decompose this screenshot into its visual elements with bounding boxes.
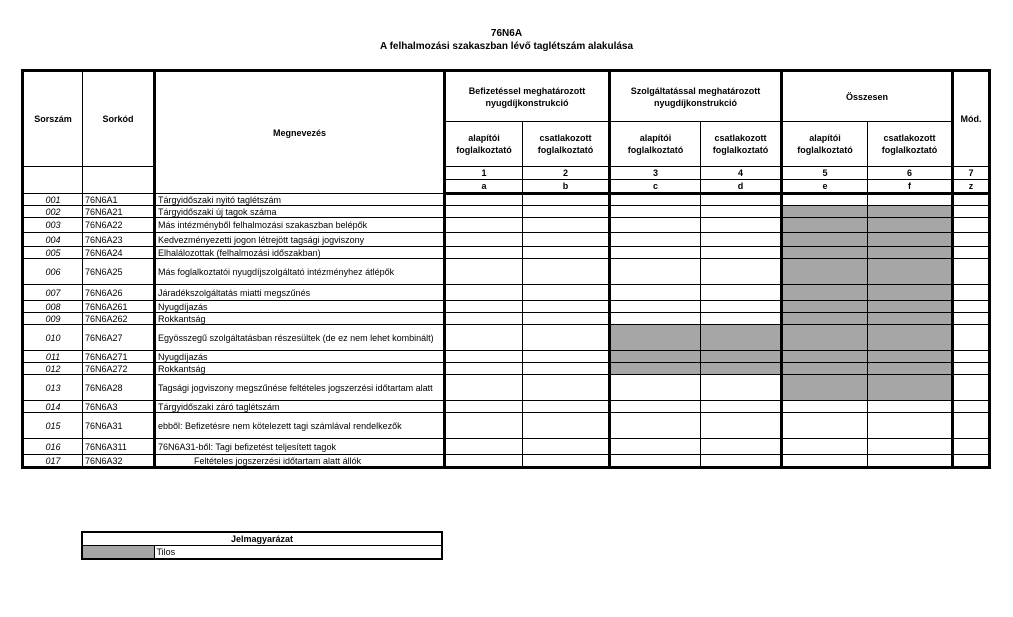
header-group-szolgaltatas: Szolgáltatással meghatározott nyugdíjkonstrukció: [610, 71, 782, 122]
row-number: 015: [23, 413, 83, 439]
row-name: Tagsági jogviszony megszűnése feltételes jogszerzési időtartam alatt: [155, 375, 445, 401]
data-cell: [610, 194, 701, 206]
col-number: 6: [868, 167, 953, 180]
header-col-d: csatlakozott foglalkoztató: [701, 122, 782, 167]
table-row: [23, 413, 990, 439]
row-name: ebből: Befizetésre nem kötelezett tagi számlával rendelkezők: [155, 413, 445, 439]
data-cell: [610, 313, 701, 325]
data-cell: [701, 233, 782, 247]
data-cell: [701, 285, 782, 301]
data-cell: [701, 218, 782, 233]
data-cell: [953, 301, 990, 313]
data-cell: [782, 401, 868, 413]
row-number: 001: [23, 194, 83, 206]
row-code: 76N6A311: [83, 439, 155, 455]
data-cell: [445, 363, 523, 375]
table-row: [23, 301, 990, 313]
table-row: [23, 455, 990, 468]
data-cell: [445, 413, 523, 439]
data-cell: [523, 375, 610, 401]
row-name: Rokkantság: [155, 363, 445, 375]
row-code: 76N6A22: [83, 218, 155, 233]
row-number: 010: [23, 325, 83, 351]
col-letter: a: [445, 180, 523, 194]
row-code: 76N6A31: [83, 413, 155, 439]
col-number: 4: [701, 167, 782, 180]
data-cell: [868, 363, 953, 375]
data-cell: [701, 375, 782, 401]
data-cell: [610, 375, 701, 401]
header-mod: Mód.: [953, 71, 990, 167]
row-name: Egyösszegű szolgáltatásban részesültek (de ez nem lehet kombinált): [155, 325, 445, 351]
data-cell: [868, 301, 953, 313]
data-cell: [953, 247, 990, 259]
data-cell: [953, 351, 990, 363]
data-cell: [445, 194, 523, 206]
legend-swatch: [82, 546, 154, 560]
data-cell: [610, 351, 701, 363]
row-number: 014: [23, 401, 83, 413]
data-cell: [445, 313, 523, 325]
row-number: 011: [23, 351, 83, 363]
table-row: [23, 247, 990, 259]
data-cell: [782, 233, 868, 247]
data-cell: [610, 401, 701, 413]
table-row: [23, 401, 990, 413]
row-code: 76N6A262: [83, 313, 155, 325]
header-col-a: alapítói foglalkoztató: [445, 122, 523, 167]
data-cell: [782, 363, 868, 375]
col-number: 7: [953, 167, 990, 180]
data-cell: [782, 375, 868, 401]
row-name: 76N6A31-ből: Tagi befizetést teljesített tagok: [155, 439, 445, 455]
col-letter: e: [782, 180, 868, 194]
data-cell: [701, 363, 782, 375]
data-cell: [610, 363, 701, 375]
row-code: 76N6A28: [83, 375, 155, 401]
table-row: [23, 313, 990, 325]
data-cell: [523, 285, 610, 301]
row-number: 004: [23, 233, 83, 247]
data-cell: [445, 285, 523, 301]
header-sorszam: Sorszám: [23, 71, 83, 167]
data-cell: [953, 401, 990, 413]
table-row: [23, 363, 990, 375]
data-cell: [701, 351, 782, 363]
data-cell: [868, 351, 953, 363]
col-number: 3: [610, 167, 701, 180]
table-row: [23, 259, 990, 285]
data-cell: [782, 325, 868, 351]
data-cell: [868, 218, 953, 233]
data-cell: [701, 325, 782, 351]
row-name: Tárgyidőszaki nyitó taglétszám: [155, 194, 445, 206]
data-cell: [782, 313, 868, 325]
row-number: 016: [23, 439, 83, 455]
data-cell: [523, 194, 610, 206]
data-cell: [445, 375, 523, 401]
data-cell: [445, 206, 523, 218]
data-cell: [701, 206, 782, 218]
row-code: 76N6A26: [83, 285, 155, 301]
data-cell: [868, 325, 953, 351]
data-cell: [523, 206, 610, 218]
data-cell: [701, 313, 782, 325]
col-letter: b: [523, 180, 610, 194]
data-cell: [445, 233, 523, 247]
data-cell: [445, 325, 523, 351]
data-cell: [445, 439, 523, 455]
data-cell: [868, 285, 953, 301]
data-cell: [868, 375, 953, 401]
data-cell: [701, 455, 782, 468]
data-cell: [782, 247, 868, 259]
data-cell: [953, 206, 990, 218]
data-cell: [445, 301, 523, 313]
data-cell: [445, 351, 523, 363]
data-cell: [523, 233, 610, 247]
legend-title: Jelmagyarázat: [82, 532, 442, 546]
data-cell: [953, 439, 990, 455]
col-letter: d: [701, 180, 782, 194]
data-cell: [701, 401, 782, 413]
data-cell: [610, 301, 701, 313]
row-name: Más intézményből felhalmozási szakaszban belépők: [155, 218, 445, 233]
data-cell: [868, 206, 953, 218]
data-cell: [610, 259, 701, 285]
row-name: Nyugdíjazás: [155, 351, 445, 363]
row-number: 013: [23, 375, 83, 401]
legend: [81, 531, 443, 560]
data-cell: [868, 247, 953, 259]
row-number: 008: [23, 301, 83, 313]
data-cell: [610, 247, 701, 259]
data-cell: [953, 194, 990, 206]
row-name: Kedvezményezetti jogon létrejött tagsági jogviszony: [155, 233, 445, 247]
table-row: [23, 439, 990, 455]
row-name: Más foglalkoztatói nyugdíjszolgáltató intézményhez átlépők: [155, 259, 445, 285]
data-cell: [610, 413, 701, 439]
data-cell: [782, 194, 868, 206]
row-number: 017: [23, 455, 83, 468]
legend-label: Tilos: [154, 546, 442, 560]
header-col-c: alapítói foglalkoztató: [610, 122, 701, 167]
data-cell: [782, 259, 868, 285]
data-cell: [610, 233, 701, 247]
data-cell: [868, 413, 953, 439]
row-code: 76N6A271: [83, 351, 155, 363]
data-cell: [701, 301, 782, 313]
data-cell: [523, 439, 610, 455]
data-cell: [868, 194, 953, 206]
data-cell: [782, 413, 868, 439]
row-name: Elhalálozottak (felhalmozási időszakban): [155, 247, 445, 259]
data-cell: [523, 301, 610, 313]
data-cell: [868, 455, 953, 468]
table-row: [23, 233, 990, 247]
data-cell: [782, 301, 868, 313]
data-cell: [523, 259, 610, 285]
col-letter: c: [610, 180, 701, 194]
data-cell: [523, 413, 610, 439]
data-cell: [701, 247, 782, 259]
row-name: Járadékszolgáltatás miatti megszűnés: [155, 285, 445, 301]
row-name: Tárgyidőszaki záró taglétszám: [155, 401, 445, 413]
row-name: Nyugdíjazás: [155, 301, 445, 313]
row-number: 009: [23, 313, 83, 325]
data-cell: [953, 375, 990, 401]
data-cell: [868, 439, 953, 455]
data-cell: [868, 233, 953, 247]
data-cell: [523, 401, 610, 413]
header-sorkod: Sorkód: [83, 71, 155, 167]
data-cell: [953, 233, 990, 247]
row-code: 76N6A25: [83, 259, 155, 285]
table-row: [23, 375, 990, 401]
data-cell: [868, 313, 953, 325]
header-group-befizetes: Befizetéssel meghatározott nyugdíjkonstrukció: [445, 71, 610, 122]
row-code: 76N6A1: [83, 194, 155, 206]
row-code: 76N6A3: [83, 401, 155, 413]
data-cell: [610, 285, 701, 301]
data-cell: [610, 218, 701, 233]
col-number: 5: [782, 167, 868, 180]
data-cell: [701, 194, 782, 206]
header-blank: [23, 167, 83, 194]
row-name: Feltételes jogszerzési időtartam alatt állók: [155, 455, 445, 468]
header-group-osszesen: Összesen: [782, 71, 953, 122]
data-table: [21, 69, 991, 469]
table-row: [23, 285, 990, 301]
table-row: [23, 206, 990, 218]
data-cell: [953, 413, 990, 439]
data-cell: [523, 351, 610, 363]
data-cell: [868, 259, 953, 285]
col-letter: z: [953, 180, 990, 194]
header-blank: [83, 167, 155, 194]
col-number: 2: [523, 167, 610, 180]
row-number: 007: [23, 285, 83, 301]
row-code: 76N6A23: [83, 233, 155, 247]
data-cell: [523, 247, 610, 259]
data-cell: [782, 439, 868, 455]
data-cell: [953, 363, 990, 375]
row-code: 76N6A27: [83, 325, 155, 351]
row-code: 76N6A24: [83, 247, 155, 259]
header-col-b: csatlakozott foglalkoztató: [523, 122, 610, 167]
row-number: 002: [23, 206, 83, 218]
data-cell: [701, 439, 782, 455]
header-col-f: csatlakozott foglalkoztató: [868, 122, 953, 167]
header-megnevezes: Megnevezés: [155, 71, 445, 194]
data-cell: [782, 285, 868, 301]
data-cell: [523, 313, 610, 325]
data-cell: [953, 313, 990, 325]
table-code-title: 76N6A: [490, 28, 523, 39]
row-name: Tárgyidőszaki új tagok száma: [155, 206, 445, 218]
row-code: 76N6A21: [83, 206, 155, 218]
data-cell: [610, 206, 701, 218]
data-cell: [701, 259, 782, 285]
row-number: 006: [23, 259, 83, 285]
table-row: [23, 218, 990, 233]
data-cell: [523, 363, 610, 375]
table-body: [23, 194, 990, 468]
data-cell: [523, 325, 610, 351]
data-cell: [782, 351, 868, 363]
row-number: 005: [23, 247, 83, 259]
data-cell: [610, 439, 701, 455]
data-cell: [782, 455, 868, 468]
data-cell: [445, 247, 523, 259]
data-cell: [953, 285, 990, 301]
data-cell: [445, 218, 523, 233]
table-row: [23, 194, 990, 206]
row-name: Rokkantság: [155, 313, 445, 325]
table-row: [23, 325, 990, 351]
data-cell: [610, 455, 701, 468]
row-number: 012: [23, 363, 83, 375]
col-number: 1: [445, 167, 523, 180]
data-cell: [445, 401, 523, 413]
data-cell: [953, 325, 990, 351]
data-cell: [523, 218, 610, 233]
data-cell: [953, 455, 990, 468]
data-cell: [868, 401, 953, 413]
data-cell: [953, 218, 990, 233]
col-letter: f: [868, 180, 953, 194]
data-cell: [445, 259, 523, 285]
data-cell: [953, 259, 990, 285]
data-cell: [782, 206, 868, 218]
data-cell: [523, 455, 610, 468]
data-cell: [701, 413, 782, 439]
data-cell: [445, 455, 523, 468]
row-number: 003: [23, 218, 83, 233]
table-title: A felhalmozási szakaszban lévő taglétszám alakulása: [379, 41, 634, 52]
row-code: 76N6A272: [83, 363, 155, 375]
header-col-e: alapítói foglalkoztató: [782, 122, 868, 167]
table-row: [23, 351, 990, 363]
row-code: 76N6A32: [83, 455, 155, 468]
data-cell: [610, 325, 701, 351]
row-code: 76N6A261: [83, 301, 155, 313]
data-cell: [782, 218, 868, 233]
